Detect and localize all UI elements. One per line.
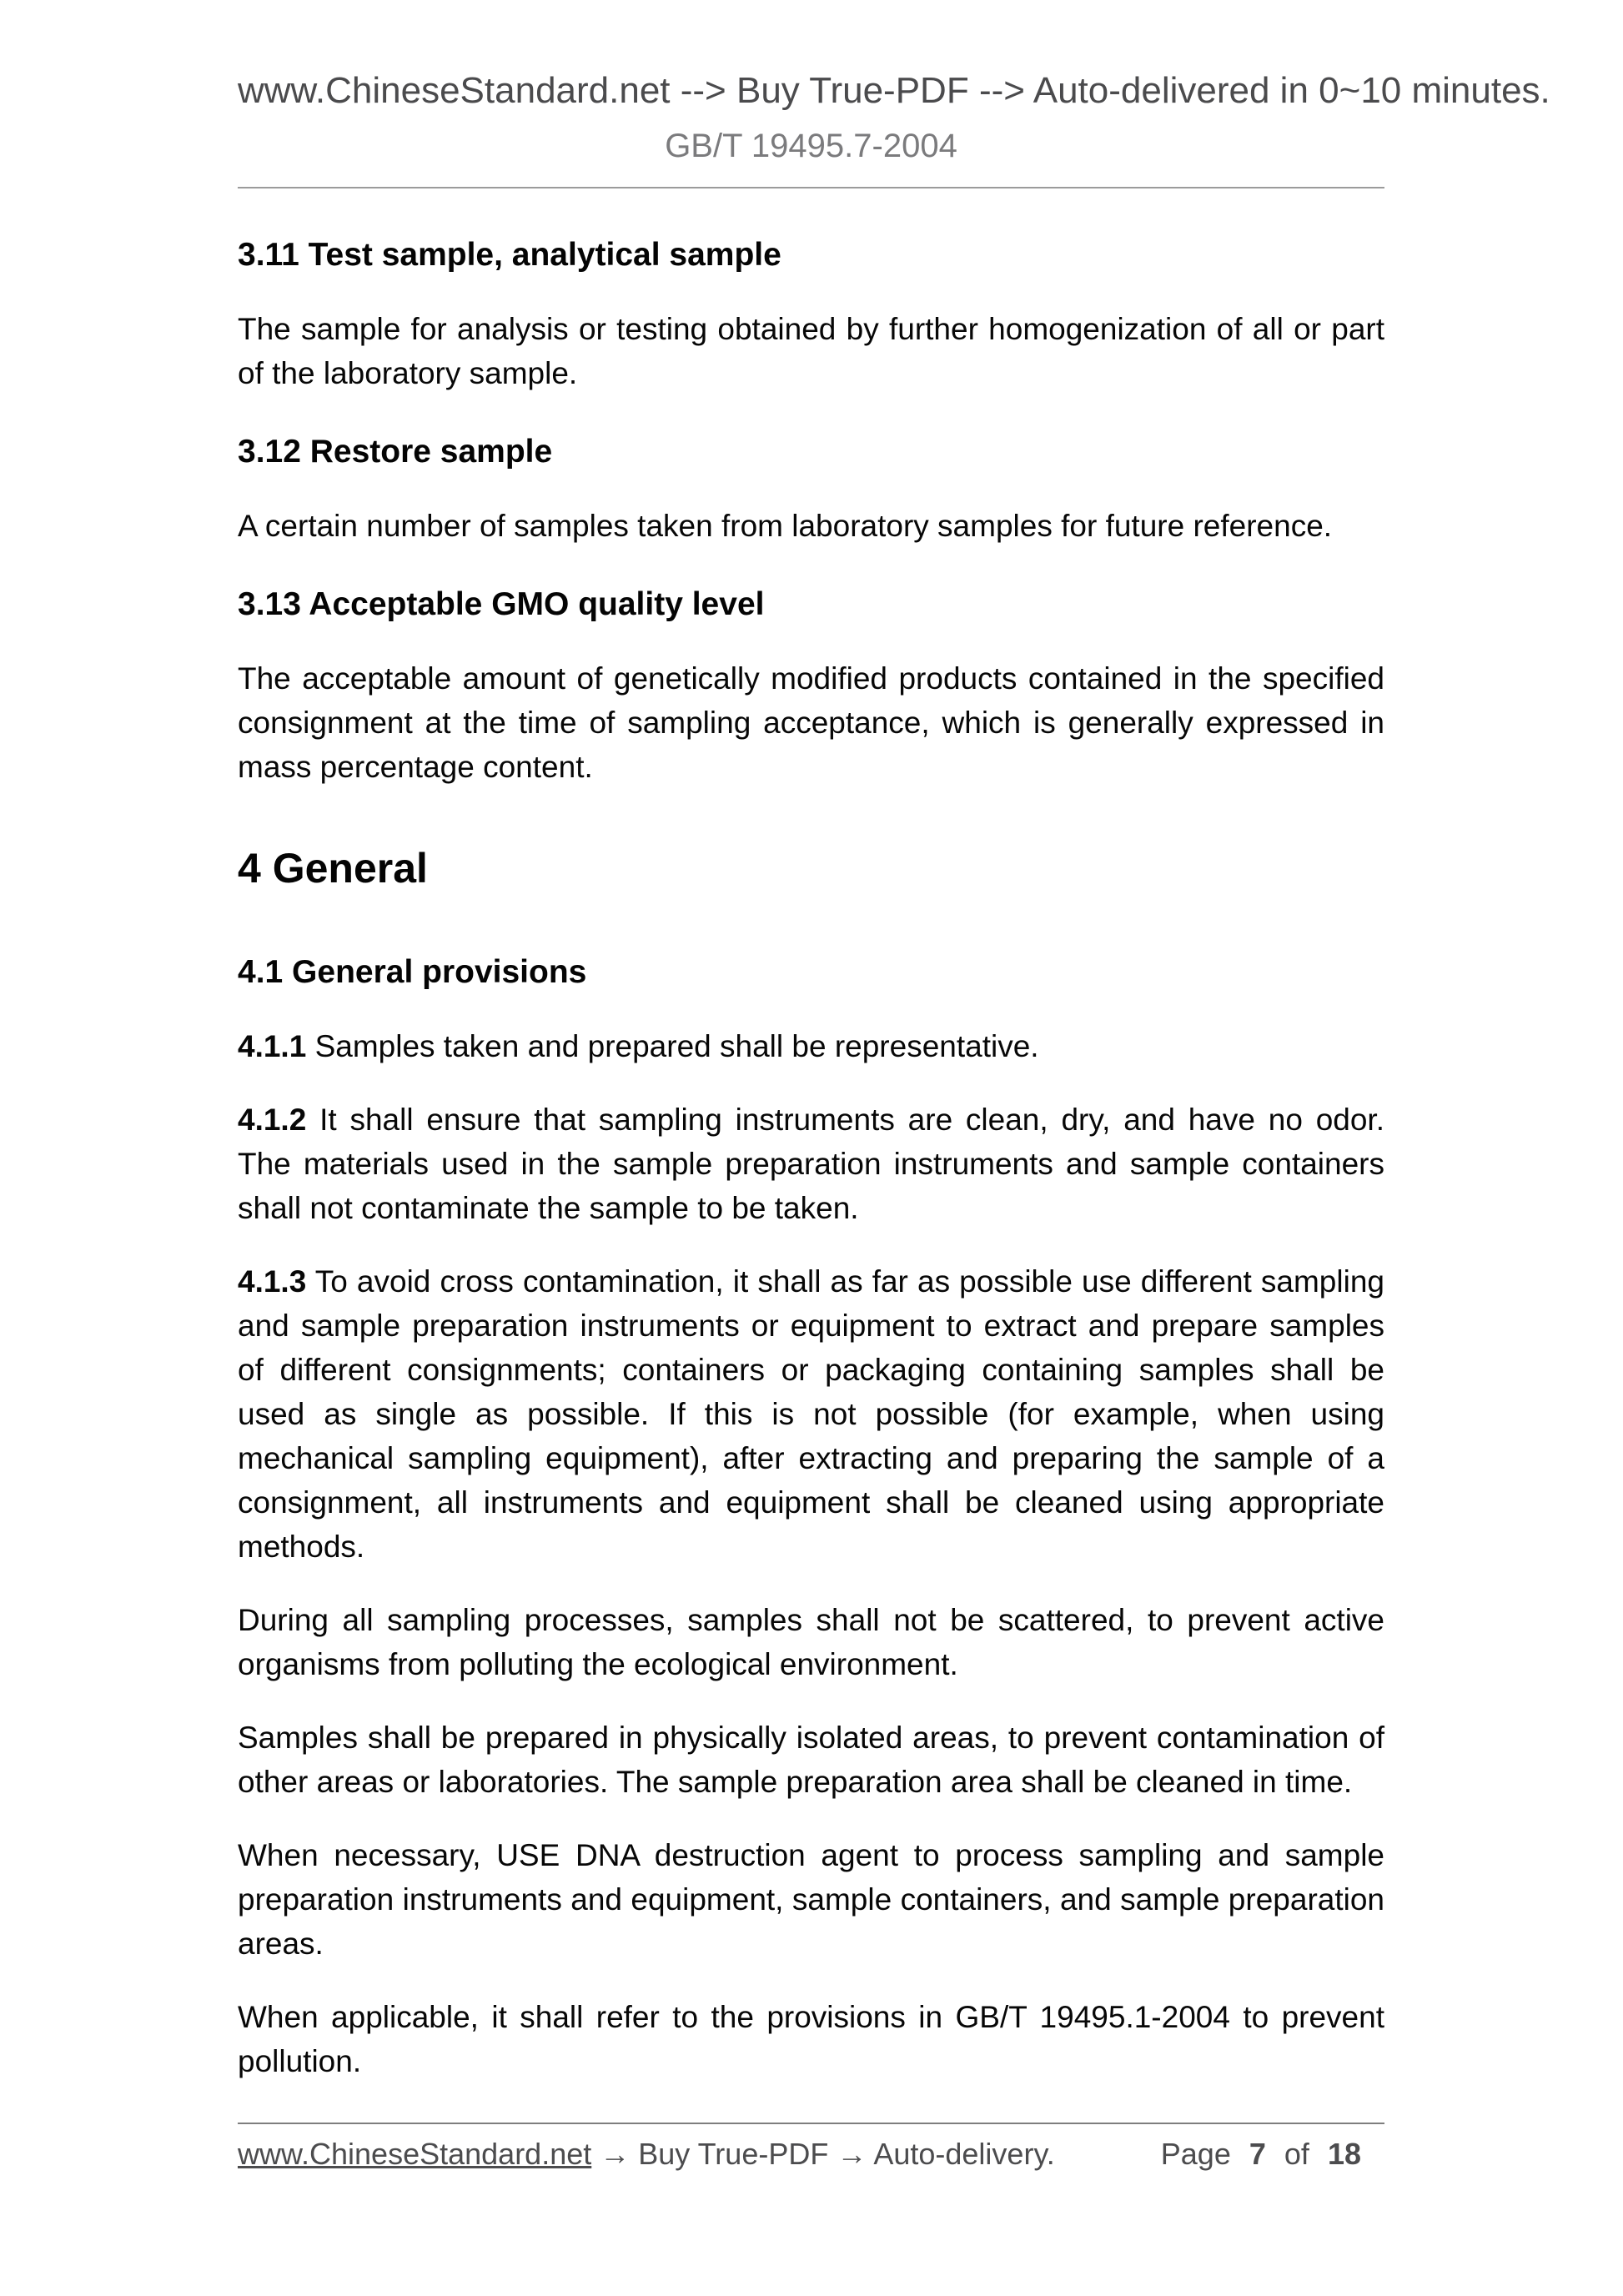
of-word: of <box>1284 2137 1309 2171</box>
paragraph-4-1-1-text: Samples taken and prepared shall be representative. <box>314 1029 1039 1064</box>
paragraph-refer-provisions: When applicable, it shall refer to the provisions in GB/T 19495.1-2004 to prevent pollution. <box>238 2000 1384 2079</box>
section-heading-3-11: 3.11 Test sample, analytical sample <box>238 237 781 274</box>
paragraph-dna-destruction: When necessary, USE DNA destruction agent to process sampling and sample preparation instruments and equipment, sample containers, and sample preparation areas. <box>238 1838 1384 1962</box>
paragraph-3-13: The acceptable amount of genetically modified products contained in the specified consignment at the time of sampling acceptance, which is generally expressed in mass percentage content. <box>238 661 1384 785</box>
document-body <box>238 198 1384 2113</box>
footer-tail-text: → Buy True-PDF → Auto-delivery. <box>600 2137 1055 2171</box>
clause-number-4-1-2: 4.1.2 <box>238 1103 307 1138</box>
section-heading-3-13: 3.13 Acceptable GMO quality level <box>238 586 765 623</box>
paragraph-3-11: The sample for analysis or testing obtained by further homogenization of all or part of the laboratory sample. <box>238 312 1384 391</box>
total-pages: 18 <box>1327 2137 1361 2171</box>
page-header <box>238 70 1550 188</box>
section-heading-4-1: 4.1 General provisions <box>238 954 587 991</box>
paragraph-4-1-3-text: To avoid cross contamination, it shall as far as possible use different sampling and sample preparation instruments or equipment to extract and prepare samples of different consignments; containers or packaging containing samples shall be used as single as possible. If this is not possible (for example, when using mechanical sampling equipment), after extracting and preparing the sample of a consignment, all instruments and equipment shall be cleaned using appropriate methods. <box>238 1264 1384 1565</box>
page-word: Page <box>1160 2137 1231 2171</box>
footer-row <box>238 2135 1384 2173</box>
paragraph-4-1-1 <box>238 1024 1384 1068</box>
footer-left <box>238 2135 1055 2173</box>
header-promo-text: www.ChineseStandard.net --> Buy True-PDF --> Auto-delivered in 0~10 minutes. <box>238 70 1550 111</box>
header-doc-number: GB/T 19495.7-2004 <box>665 128 957 165</box>
paragraph-4-1-2-text: It shall ensure that sampling instruments are clean, dry, and have no odor. The materials used in the sample preparation instruments and sample containers shall not contaminate the sample to be taken. <box>238 1103 1384 1226</box>
paragraph-4-1-3 <box>238 1259 1384 1569</box>
footer-divider <box>238 2123 1384 2124</box>
chapter-heading-4: 4 General <box>238 845 428 892</box>
footer-page-indicator <box>1161 2135 1361 2173</box>
page-number: 7 <box>1249 2137 1266 2171</box>
clause-number-4-1-1: 4.1.1 <box>238 1029 307 1064</box>
paragraph-4-1-2 <box>238 1098 1384 1230</box>
paragraph-3-12: A certain number of samples taken from laboratory samples for future reference. <box>238 509 1333 544</box>
footer-site-link[interactable]: www.ChineseStandard.net <box>238 2137 592 2171</box>
page-footer <box>238 2123 1384 2296</box>
section-heading-3-12: 3.12 Restore sample <box>238 434 553 470</box>
paragraph-isolated-areas: Samples shall be prepared in physically isolated areas, to prevent contamination of other areas or laboratories. The sample preparation area shall be cleaned in time. <box>238 1721 1384 1800</box>
paragraph-during-sampling: During all sampling processes, samples shall not be scattered, to prevent active organisms from polluting the ecological environment. <box>238 1603 1384 1682</box>
header-divider <box>238 187 1384 188</box>
clause-number-4-1-3: 4.1.3 <box>238 1264 307 1299</box>
